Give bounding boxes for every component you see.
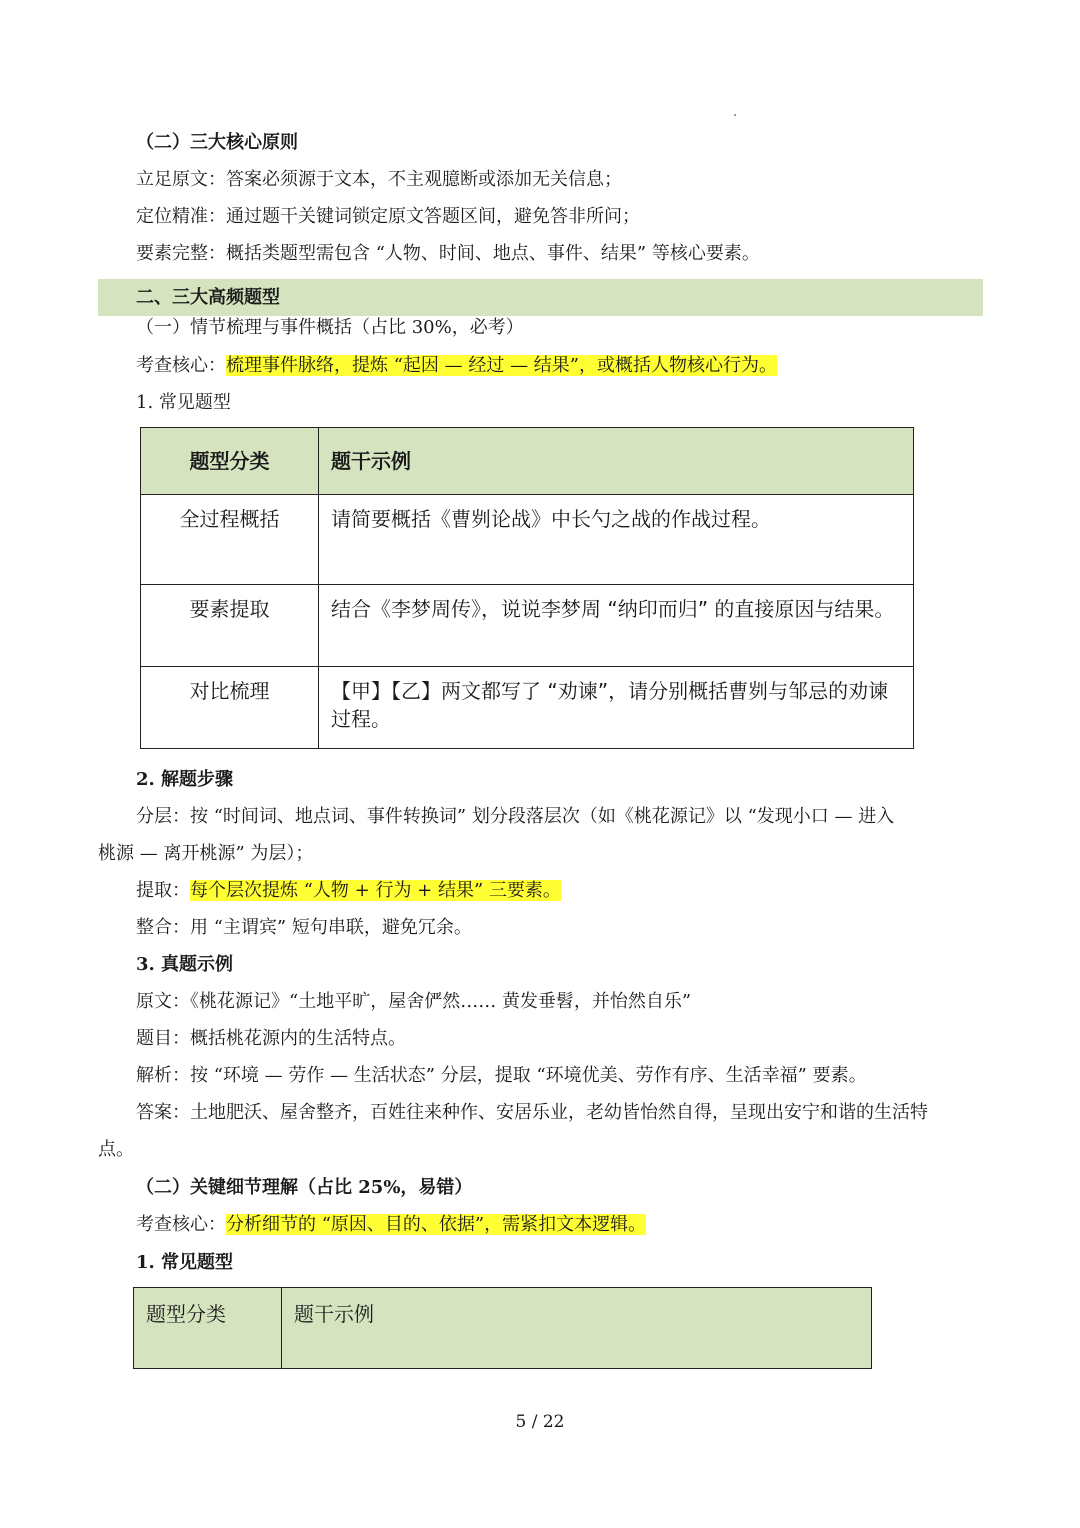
core-highlight: 梳理事件脉络，提炼 “起因 — 经过 — 结果”，或概括人物核心行为。 (226, 355, 778, 376)
core-label: 考查核心： (136, 355, 226, 376)
example-analysis: 解析：按 “环境 — 劳作 — 生活状态” 分层，提取 “环境优美、劳作有序、生活幸福” 要素。 (136, 1065, 867, 1086)
table-row (141, 667, 914, 749)
table-header-row (141, 428, 914, 495)
step-extract-highlight: 每个层次提炼 “人物 + 行为 + 结果” 三要素。 (190, 880, 561, 901)
table-cell-type: 对比梳理 (141, 667, 319, 749)
step-layer-line1: 分层：按 “时间词、地点词、事件转换词” 划分段落层次（如《桃花源记》以 “发现小口 — 进入 (136, 806, 895, 827)
table-header-cell: 题型分类 (134, 1288, 282, 1369)
step-layer-line2: 桃源 — 离开桃源” 为层）； (98, 843, 314, 864)
example-answer-line1: 答案：土地肥沃、屋舍整齐，百姓往来种作、安居乐业，老幼皆怡然自得，呈现出安宁和谐的生活特 (136, 1102, 928, 1123)
example-original: 原文：《桃花源记》“土地平旷，屋舍俨然…… 黄发垂髫，并怡然自乐” (136, 991, 692, 1012)
table-header-cell: 题干示例 (319, 428, 914, 495)
table-header-row (134, 1288, 872, 1369)
table-row (141, 585, 914, 667)
part1-title: （一）情节梳理与事件概括（占比 30%，必考） (136, 317, 524, 338)
table-cell-example: 请简要概括《曹刿论战》中长勺之战的作战过程。 (319, 495, 914, 585)
part1-core (136, 353, 777, 379)
example-title: 3. 真题示例 (136, 954, 234, 975)
page-number: 5 / 22 (515, 1412, 565, 1432)
table-cell-example: 结合《李梦周传》，说说李梦周 “纳印而归” 的直接原因与结果。 (319, 585, 914, 667)
table-cell-example: 【甲】【乙】两文都写了 “劝谏”，请分别概括曹刿与邹忌的劝谏过程。 (319, 667, 914, 749)
table-row (141, 495, 914, 585)
scan-speck (734, 114, 736, 116)
core-highlight: 分析细节的 “原因、目的、依据”，需紧扣文本逻辑。 (226, 1214, 647, 1235)
steps-title: 2. 解题步骤 (136, 769, 234, 790)
principles-title: （二）三大核心原则 (136, 132, 298, 153)
principle-item: 要素完整：概括类题型需包含 “人物、时间、地点、事件、结果” 等核心要素。 (136, 243, 760, 264)
principle-item: 立足原文：答案必须源于文本，不主观臆断或添加无关信息； (136, 169, 622, 190)
step-integrate: 整合：用 “主谓宾” 短句串联，避免冗余。 (136, 917, 472, 938)
part2-core (136, 1212, 646, 1238)
section-heading: 二、三大高频题型 (136, 287, 280, 308)
principle-item: 定位精准：通过题干关键词锁定原文答题区间，避免答非所问； (136, 206, 640, 227)
table-cell-type: 要素提取 (141, 585, 319, 667)
table-cell-type: 全过程概括 (141, 495, 319, 585)
part2-title: （二）关键细节理解（占比 25%，易错） (136, 1177, 473, 1198)
core-label: 考查核心： (136, 1214, 226, 1235)
step-extract-label: 提取： (136, 880, 190, 901)
question-type-table-2 (133, 1287, 872, 1369)
table-header-cell: 题型分类 (141, 428, 319, 495)
step-extract (136, 878, 561, 904)
question-type-table-1 (140, 427, 914, 749)
example-answer-line2: 点。 (98, 1139, 134, 1160)
part2-common-title: 1. 常见题型 (136, 1252, 234, 1273)
part1-common-title: 1. 常见题型 (136, 392, 231, 413)
example-question: 题目：概括桃花源内的生活特点。 (136, 1028, 406, 1049)
table-header-cell: 题干示例 (282, 1288, 872, 1369)
